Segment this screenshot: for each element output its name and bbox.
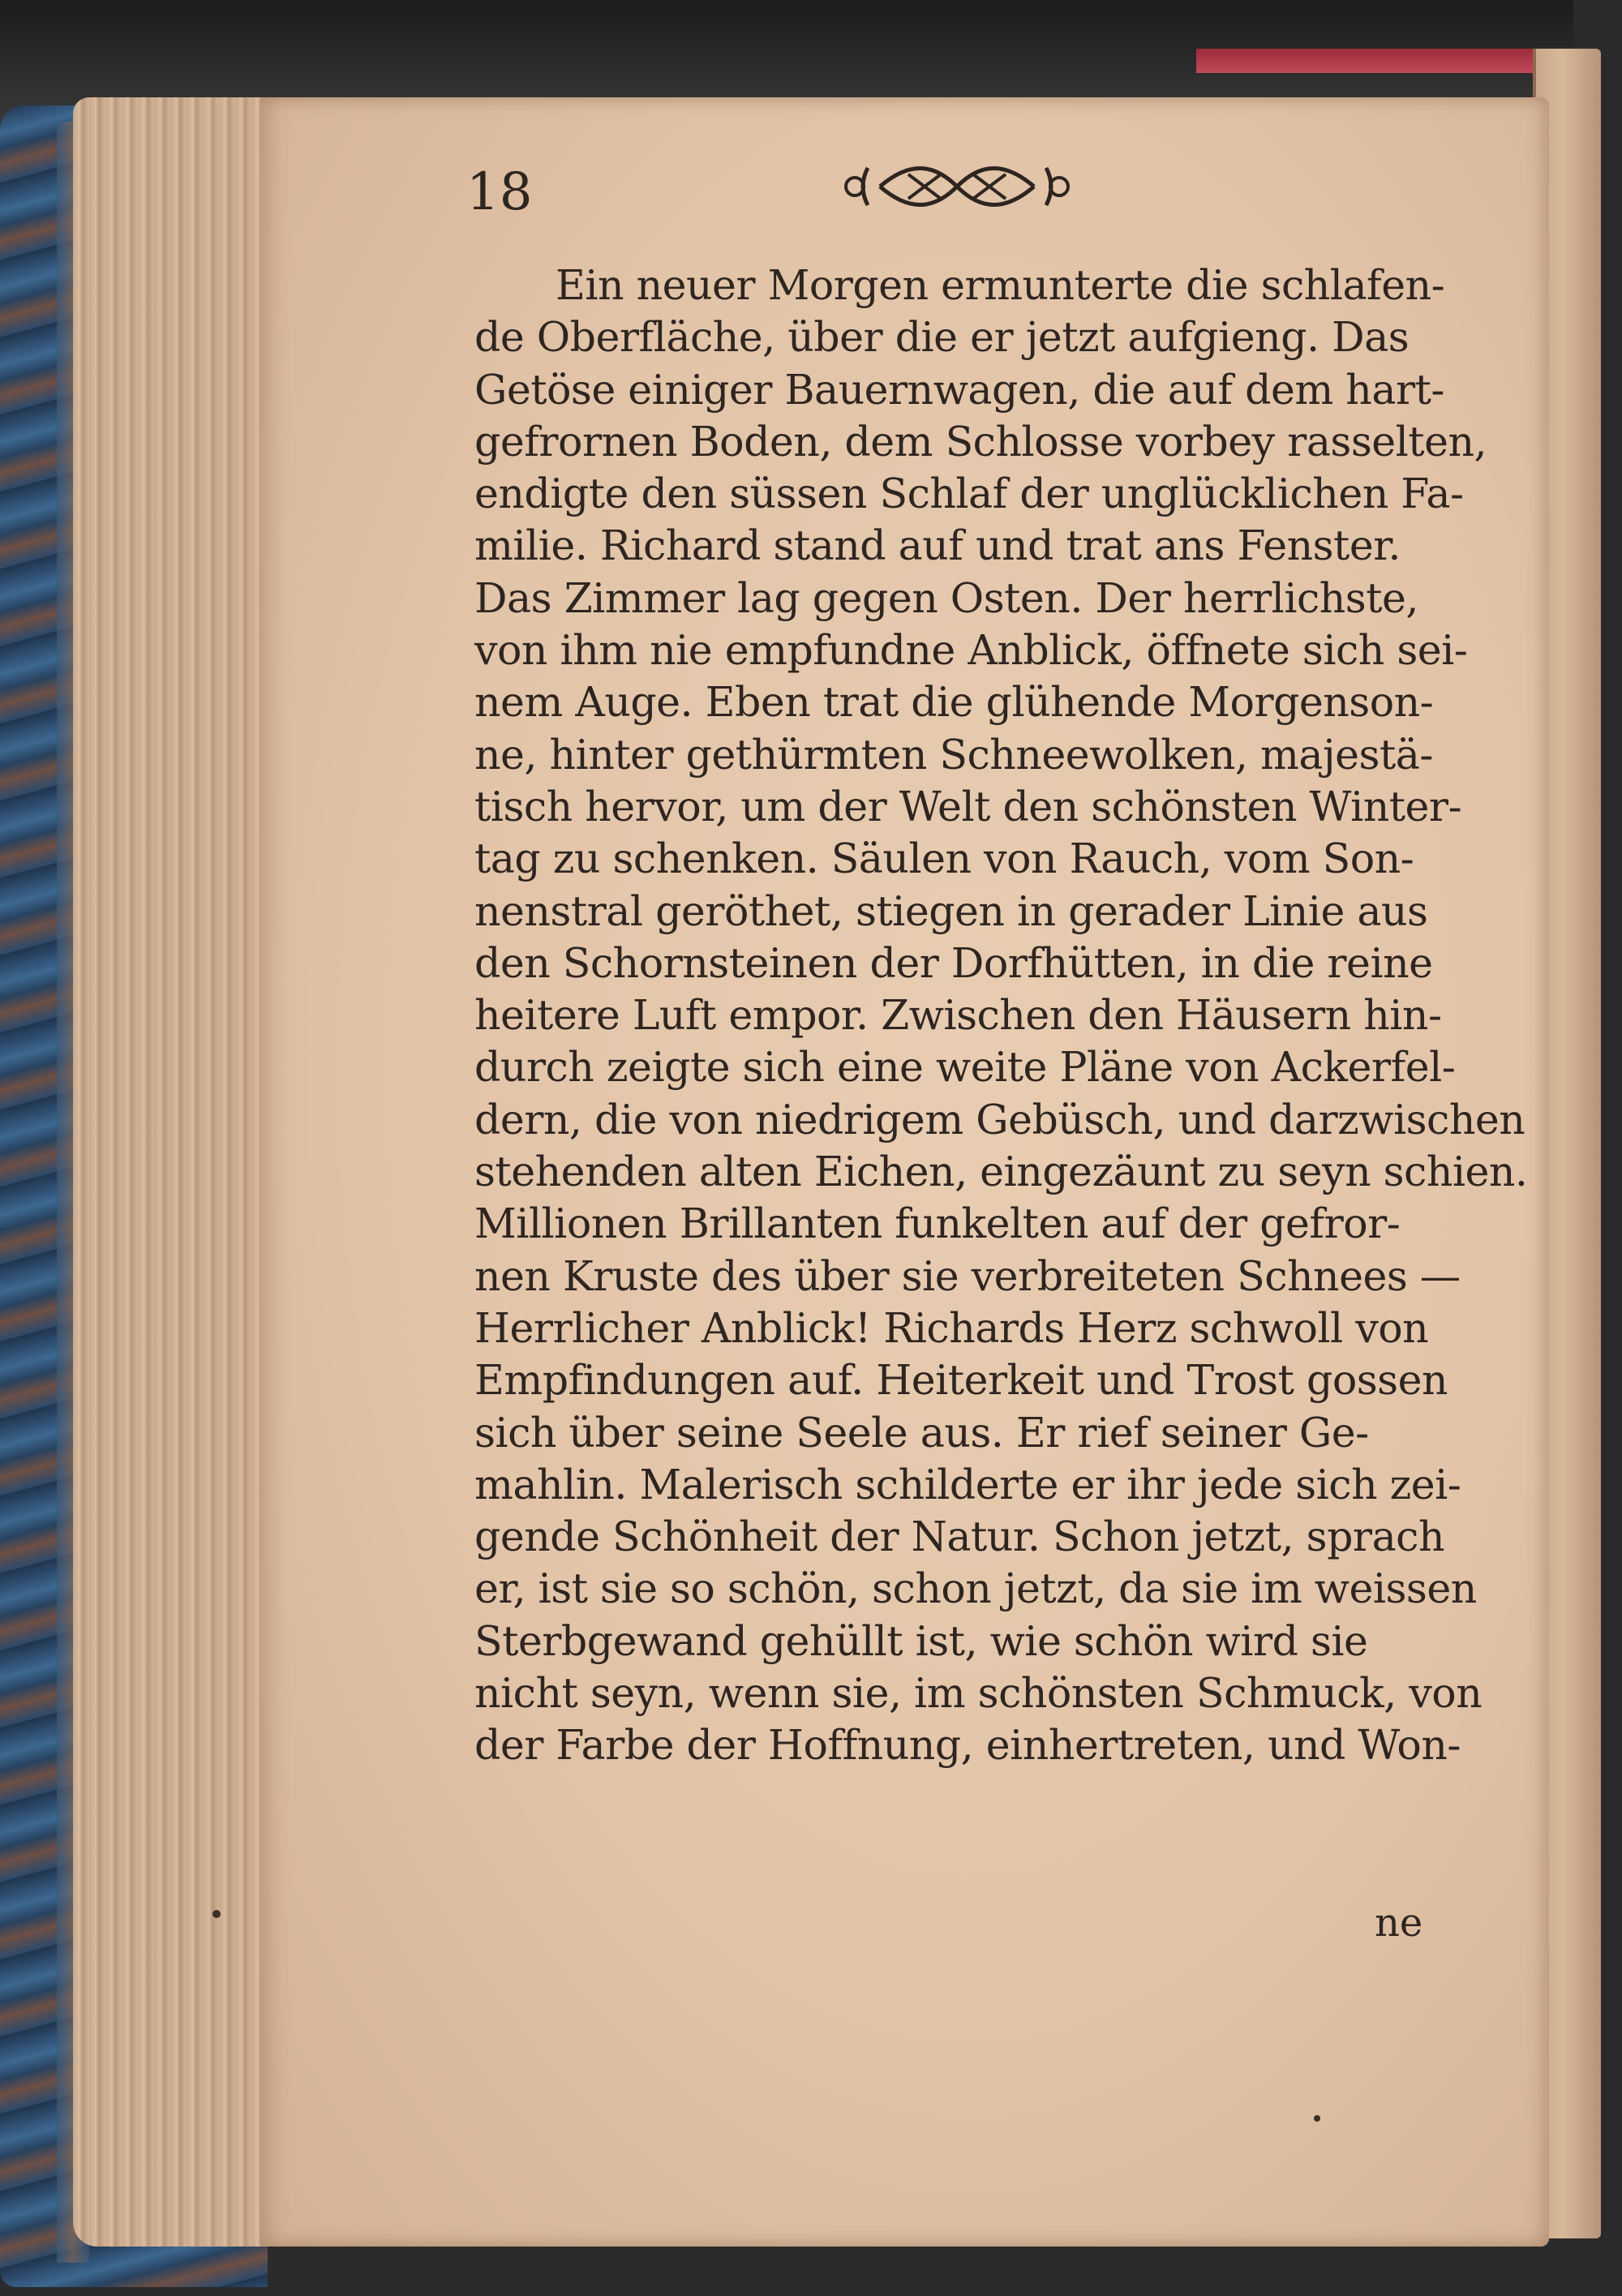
text-line: von ihm nie empfundne Anblick, öffnete sich sei- — [474, 626, 1468, 675]
paper-speck — [1314, 2115, 1320, 2122]
text-line: gende Schönheit der Natur. Schon jetzt, sprach — [474, 1513, 1444, 1561]
text-line: tisch hervor, um der Welt den schönsten Winter- — [474, 782, 1462, 830]
text-line: gefrornen Boden, dem Schlosse vorbey rasselten, — [474, 417, 1487, 466]
text-line: nem Auge. Eben trat die glühende Morgenson- — [474, 678, 1434, 727]
text-line: den Schornsteinen der Dorfhütten, in die reine — [474, 938, 1433, 987]
text-line: stehenden alten Eichen, eingezäunt zu seyn schien. — [474, 1148, 1528, 1196]
text-line: Herrlicher Anblick! Richards Herz schwoll von — [474, 1303, 1429, 1352]
body-text — [474, 260, 1528, 1772]
text-line: Das Zimmer lag gegen Osten. Der herrlichste, — [474, 573, 1418, 622]
paper-speck — [212, 1910, 221, 1918]
text-line: ne, hinter gethürmten Schneewolken, majestä- — [474, 730, 1433, 779]
text-line: durch zeigte sich eine weite Pläne von Ackerfel- — [474, 1043, 1456, 1092]
facing-page-red-edge — [1196, 49, 1586, 73]
text-line: der Farbe der Hoffnung, einhertreten, und Won- — [474, 1721, 1461, 1770]
text-line: Ein neuer Morgen ermunterte die schlafen- — [556, 261, 1445, 309]
text-line: nicht seyn, wenn sie, im schönsten Schmuck, von — [474, 1669, 1483, 1718]
text-line: de Oberfläche, über die er jetzt aufgieng. Das — [474, 313, 1410, 362]
text-line: milie. Richard stand auf und trat ans Fenster. — [474, 521, 1401, 570]
text-line: endigte den süssen Schlaf der unglücklichen Fa- — [474, 470, 1464, 518]
text-line: Empfindungen auf. Heiterkeit und Trost gossen — [474, 1356, 1448, 1405]
text-line: nen Kruste des über sie verbreiteten Schnees — — [474, 1251, 1461, 1300]
text-line: Getöse einiger Bauernwagen, die auf dem hart- — [474, 365, 1444, 414]
text-line: sich über seine Seele aus. Er rief seiner Ge- — [474, 1408, 1369, 1457]
text-line: Sterbgewand gehüllt ist, wie schön wird sie — [474, 1616, 1368, 1665]
catchword: ne — [1375, 1900, 1423, 1946]
text-line: nenstral geröthet, stiegen in gerader Linie aus — [474, 886, 1428, 935]
ornament-icon — [843, 158, 1071, 215]
text-line: dern, die von niedrigem Gebüsch, und darzwischen — [474, 1095, 1525, 1144]
text-line: Millionen Brillanten funkelten auf der gefror- — [474, 1199, 1401, 1248]
page-stack-edges — [73, 97, 268, 2247]
page-number: 18 — [466, 162, 533, 222]
text-line: heitere Luft empor. Zwischen den Häusern hin- — [474, 991, 1442, 1040]
text-line: er, ist sie so schön, schon jetzt, da sie im weissen — [474, 1564, 1477, 1613]
text-line: tag zu schenken. Säulen von Rauch, vom Son- — [474, 835, 1414, 883]
text-line: mahlin. Malerisch schilderte er ihr jede sich zei- — [474, 1460, 1461, 1508]
